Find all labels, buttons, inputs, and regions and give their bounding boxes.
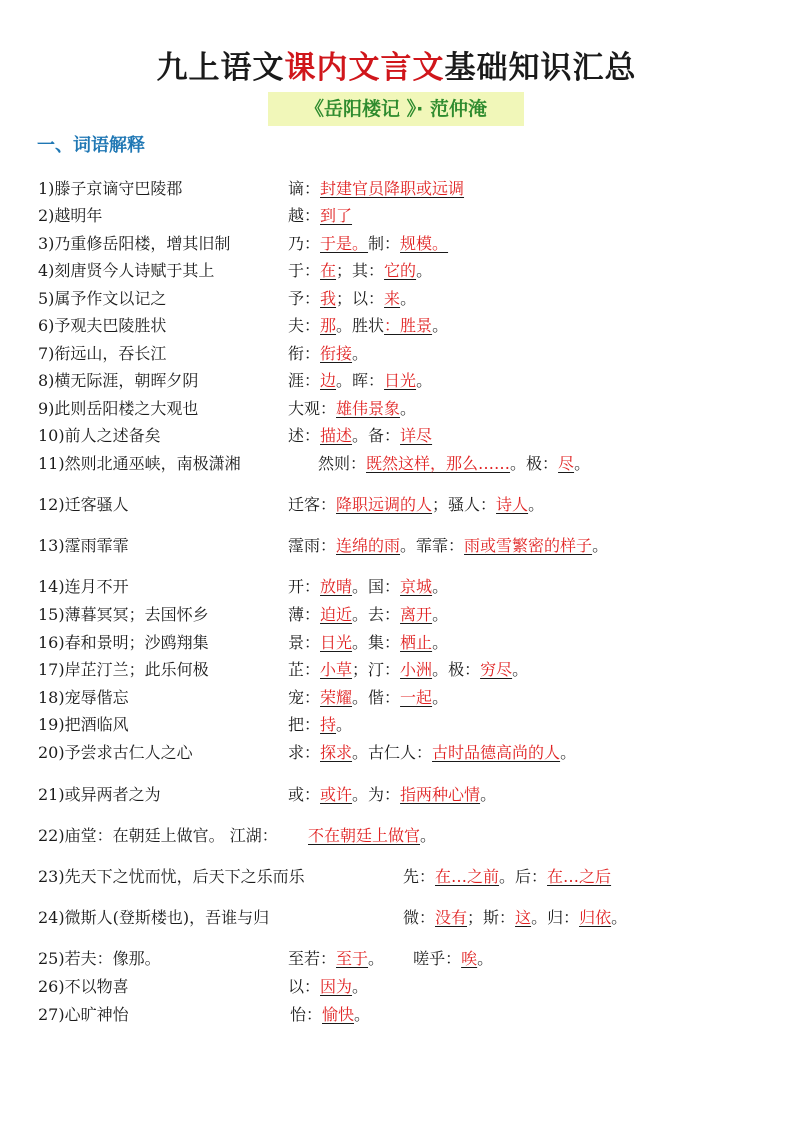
word-explanation bbox=[290, 1002, 370, 1028]
word-explanation bbox=[288, 492, 544, 518]
word-explanation bbox=[288, 258, 432, 284]
explanation-label: ；斯： bbox=[467, 908, 516, 927]
explanation-label: 。 bbox=[480, 785, 497, 804]
explanation-label: 。晖： bbox=[336, 371, 385, 390]
answer-text: 京城 bbox=[400, 577, 433, 596]
subtitle-banner: 《岳阳楼记 》· 范仲淹 bbox=[268, 92, 524, 126]
answer-text: 描述 bbox=[320, 426, 353, 445]
explanation-label: 。 bbox=[432, 577, 449, 596]
answer-text: 指两种心情 bbox=[400, 785, 481, 804]
explanation-label: 。 bbox=[432, 605, 449, 624]
explanation-label: 。 bbox=[477, 949, 494, 968]
explanation-label: ；以： bbox=[336, 289, 385, 308]
classical-phrase: 衔远山，吞长江 bbox=[54, 344, 167, 363]
word-explanation bbox=[288, 574, 448, 600]
classical-phrase: 连月不开 bbox=[64, 577, 129, 596]
list-item bbox=[38, 341, 758, 367]
item-number: 16) bbox=[38, 633, 65, 652]
word-explanation bbox=[318, 451, 590, 477]
explanation-label: 宠： bbox=[288, 688, 321, 707]
word-explanation bbox=[288, 685, 448, 711]
explanation-label: 。 bbox=[416, 261, 433, 280]
list-item bbox=[38, 176, 758, 202]
explanation-label: 大观： bbox=[288, 399, 337, 418]
explanation-label: 。 bbox=[400, 399, 417, 418]
word-explanation bbox=[288, 341, 368, 367]
item-number: 7) bbox=[38, 344, 55, 363]
explanation-label: 芷： bbox=[288, 660, 321, 679]
classical-phrase: 滕子京谪守巴陵郡 bbox=[54, 179, 183, 198]
classical-phrase: 乃重修岳阳楼，增其旧制 bbox=[54, 234, 231, 253]
item-number: 6) bbox=[38, 316, 55, 335]
item-number: 21) bbox=[38, 785, 65, 804]
explanation-label: 。古仁人： bbox=[352, 743, 433, 762]
item-number: 27) bbox=[38, 1005, 65, 1024]
word-explanation bbox=[288, 657, 528, 683]
explanation-label: 夫： bbox=[288, 316, 321, 335]
word-explanation bbox=[288, 974, 368, 1000]
explanation-label: ；骚人： bbox=[432, 495, 497, 514]
answer-text: 穷尽 bbox=[480, 660, 513, 679]
answer-text: 尽 bbox=[558, 454, 575, 473]
answer-text: 迫近 bbox=[320, 605, 353, 624]
answer-text: 离开 bbox=[400, 605, 433, 624]
answer-text: 规模。 bbox=[400, 234, 449, 253]
explanation-label: 。胜状 bbox=[336, 316, 385, 335]
item-number: 11) bbox=[38, 454, 65, 473]
answer-text: 栖止 bbox=[400, 633, 433, 652]
answer-text: 持 bbox=[320, 715, 337, 734]
explanation-label: 于： bbox=[288, 261, 321, 280]
explanation-label: 。 bbox=[432, 633, 449, 652]
answer-text: 雄伟景象 bbox=[336, 399, 401, 418]
classical-phrase: 宠辱偕忘 bbox=[64, 688, 129, 707]
explanation-label: 予： bbox=[288, 289, 321, 308]
classical-phrase: 不以物喜 bbox=[64, 977, 129, 996]
answer-text: 它的 bbox=[384, 261, 417, 280]
explanation-label: 。去： bbox=[352, 605, 401, 624]
classical-phrase: 先天下之忧而忧，后天下之乐而乐 bbox=[64, 867, 305, 886]
explanation-label: 涯： bbox=[288, 371, 321, 390]
answer-text: ：胜景 bbox=[384, 316, 433, 335]
word-explanation bbox=[288, 286, 416, 312]
answer-text: 详尽 bbox=[400, 426, 433, 445]
word-explanation bbox=[288, 176, 464, 202]
item-number: 12) bbox=[38, 495, 65, 514]
word-explanation bbox=[288, 203, 352, 229]
classical-phrase: 予观夫巴陵胜状 bbox=[54, 316, 167, 335]
answer-text: 小草 bbox=[320, 660, 353, 679]
explanation-label: 把： bbox=[288, 715, 321, 734]
explanation-label: ；其： bbox=[336, 261, 385, 280]
item-number: 1) bbox=[38, 179, 55, 198]
explanation-label: 述： bbox=[288, 426, 321, 445]
list-item bbox=[38, 740, 758, 766]
word-explanation bbox=[403, 864, 611, 890]
explanation-label: 。极： bbox=[510, 454, 559, 473]
answer-text: 雨或雪繁密的样子 bbox=[464, 536, 593, 555]
list-item bbox=[38, 602, 758, 628]
title-part-3: 基础知识汇总 bbox=[444, 50, 637, 86]
list-item bbox=[38, 685, 758, 711]
explanation-label: 。后： bbox=[499, 867, 548, 886]
explanation-label: 。 bbox=[336, 715, 353, 734]
list-item bbox=[38, 203, 758, 229]
item-number: 23) bbox=[38, 867, 65, 886]
classical-phrase: 前人之述备矣 bbox=[64, 426, 161, 445]
title-part-1: 九上语文 bbox=[156, 50, 285, 86]
item-number: 18) bbox=[38, 688, 65, 707]
explanation-label: 然则： bbox=[318, 454, 367, 473]
explanation-label: 制： bbox=[368, 234, 401, 253]
explanation-label: 。 bbox=[528, 495, 545, 514]
answer-text: 没有 bbox=[435, 908, 468, 927]
item-number: 5) bbox=[38, 289, 55, 308]
classical-phrase: 属予作文以记之 bbox=[54, 289, 167, 308]
classical-phrase: 薄暮冥冥；去国怀乡 bbox=[64, 605, 209, 624]
word-explanation bbox=[403, 905, 627, 931]
explanation-label: 。偕： bbox=[352, 688, 401, 707]
explanation-label: 。 bbox=[420, 826, 437, 845]
item-number: 26) bbox=[38, 977, 65, 996]
explanation-label: 。 嗟乎： bbox=[368, 949, 462, 968]
item-number: 20) bbox=[38, 743, 65, 762]
classical-phrase: 岸芷汀兰；此乐何极 bbox=[64, 660, 209, 679]
explanation-label: 衔： bbox=[288, 344, 321, 363]
classical-phrase: 刻唐贤今人诗赋于其上 bbox=[54, 261, 215, 280]
item-number: 2) bbox=[38, 206, 55, 225]
classical-phrase: 霪雨霏霏 bbox=[64, 536, 129, 555]
list-item bbox=[38, 574, 758, 600]
explanation-label: 乃： bbox=[288, 234, 321, 253]
answer-text: 日光 bbox=[384, 371, 417, 390]
list-item bbox=[38, 423, 758, 449]
list-item bbox=[38, 974, 758, 1000]
list-item bbox=[38, 231, 758, 257]
list-item bbox=[38, 451, 758, 477]
explanation-label: 。 bbox=[400, 289, 417, 308]
answer-text: 放晴 bbox=[320, 577, 353, 596]
explanation-label: 越： bbox=[288, 206, 321, 225]
list-item bbox=[38, 864, 758, 890]
explanation-label: 。 bbox=[354, 1005, 371, 1024]
item-number: 8) bbox=[38, 371, 55, 390]
explanation-label: 谪： bbox=[288, 179, 321, 198]
classical-phrase: 或异两者之为 bbox=[64, 785, 161, 804]
answer-text: 归依 bbox=[579, 908, 612, 927]
explanation-label: 。备： bbox=[352, 426, 401, 445]
answer-text: 到了 bbox=[320, 206, 353, 225]
explanation-label: 。国： bbox=[352, 577, 401, 596]
answer-text: 封建官员降职或远调 bbox=[320, 179, 465, 198]
item-number: 22) bbox=[38, 826, 65, 845]
word-explanation bbox=[288, 602, 448, 628]
explanation-label: 微： bbox=[403, 908, 436, 927]
explanation-label: 。 bbox=[574, 454, 591, 473]
answer-text: 我 bbox=[320, 289, 337, 308]
list-item bbox=[38, 782, 758, 808]
explanation-label: 。 bbox=[432, 688, 449, 707]
classical-phrase: 微斯人(登斯楼也)，吾谁与归 bbox=[64, 908, 270, 927]
explanation-label: 。 bbox=[432, 316, 449, 335]
classical-phrase: 越明年 bbox=[54, 206, 103, 225]
item-number: 3) bbox=[38, 234, 55, 253]
explanation-label: 迁客： bbox=[288, 495, 337, 514]
answer-text: 在…之前 bbox=[435, 867, 500, 886]
word-explanation bbox=[288, 231, 448, 257]
item-number: 19) bbox=[38, 715, 65, 734]
word-explanation bbox=[288, 630, 448, 656]
explanation-label: 。极： bbox=[432, 660, 481, 679]
answer-text: 古时品德高尚的人 bbox=[432, 743, 561, 762]
explanation-label: 。归： bbox=[531, 908, 580, 927]
classical-phrase: 予尝求古仁人之心 bbox=[64, 743, 193, 762]
page-title bbox=[0, 42, 793, 87]
item-number: 10) bbox=[38, 426, 65, 445]
explanation-label: 。为： bbox=[352, 785, 401, 804]
answer-text: 因为 bbox=[320, 977, 353, 996]
item-number: 24) bbox=[38, 908, 65, 927]
item-number: 17) bbox=[38, 660, 65, 679]
title-part-2: 课内文言文 bbox=[284, 50, 445, 86]
list-item bbox=[38, 630, 758, 656]
classical-phrase: 迁客骚人 bbox=[64, 495, 129, 514]
classical-phrase: 横无际涯，朝晖夕阴 bbox=[54, 371, 199, 390]
answer-text: 这 bbox=[515, 908, 532, 927]
word-explanation bbox=[308, 823, 436, 849]
explanation-label: 。集： bbox=[352, 633, 401, 652]
answer-text: 探求 bbox=[320, 743, 353, 762]
answer-text: 降职远调的人 bbox=[336, 495, 433, 514]
word-explanation bbox=[288, 946, 493, 972]
section-heading: 一、词语解释 bbox=[37, 135, 145, 156]
answer-text: 边 bbox=[320, 371, 337, 390]
explanation-label: ；汀： bbox=[352, 660, 401, 679]
item-number: 15) bbox=[38, 605, 65, 624]
item-number: 9) bbox=[38, 399, 55, 418]
list-item bbox=[38, 492, 758, 518]
explanation-label: 霪雨： bbox=[288, 536, 337, 555]
classical-phrase: 若夫：像那。 bbox=[64, 949, 161, 968]
answer-text: 连绵的雨 bbox=[336, 536, 401, 555]
explanation-label: 。 bbox=[560, 743, 577, 762]
list-item bbox=[38, 657, 758, 683]
word-explanation bbox=[288, 368, 432, 394]
list-item bbox=[38, 823, 758, 849]
list-item bbox=[38, 313, 758, 339]
explanation-label: 。 bbox=[352, 344, 369, 363]
item-number: 14) bbox=[38, 577, 65, 596]
word-explanation bbox=[288, 712, 352, 738]
explanation-label: 。 bbox=[592, 536, 609, 555]
answer-text: 荣耀 bbox=[320, 688, 353, 707]
explanation-label: 景： bbox=[288, 633, 321, 652]
explanation-label: 开： bbox=[288, 577, 321, 596]
list-item bbox=[38, 712, 758, 738]
answer-text: 或许 bbox=[320, 785, 353, 804]
list-item bbox=[38, 396, 758, 422]
item-number: 4) bbox=[38, 261, 55, 280]
answer-text: 日光 bbox=[320, 633, 353, 652]
word-explanation bbox=[288, 396, 416, 422]
list-item bbox=[38, 905, 758, 931]
explanation-label: 薄： bbox=[288, 605, 321, 624]
classical-phrase: 此则岳阳楼之大观也 bbox=[54, 399, 199, 418]
explanation-label: 以： bbox=[288, 977, 321, 996]
answer-text: 衔接 bbox=[320, 344, 353, 363]
explanation-label: 求： bbox=[288, 743, 321, 762]
explanation-label: 先： bbox=[403, 867, 436, 886]
classical-phrase: 心旷神怡 bbox=[64, 1005, 129, 1024]
classical-phrase: 然则北通巫峡，南极潇湘 bbox=[64, 454, 241, 473]
explanation-label: 。 bbox=[416, 371, 433, 390]
explanation-label: 怡： bbox=[290, 1005, 323, 1024]
answer-text: 至于 bbox=[336, 949, 369, 968]
word-explanation bbox=[288, 533, 608, 559]
explanation-label: 至若： bbox=[288, 949, 337, 968]
answer-text: 那 bbox=[320, 316, 337, 335]
classical-phrase: 春和景明；沙鸥翔集 bbox=[64, 633, 209, 652]
word-explanation bbox=[288, 782, 496, 808]
word-explanation bbox=[288, 423, 432, 449]
explanation-label: 。 bbox=[352, 977, 369, 996]
answer-text: 来 bbox=[384, 289, 401, 308]
list-item bbox=[38, 946, 758, 972]
item-number: 13) bbox=[38, 536, 65, 555]
explanation-label: 。霏霏： bbox=[400, 536, 465, 555]
item-number: 25) bbox=[38, 949, 65, 968]
answer-text: 在 bbox=[320, 261, 337, 280]
list-item bbox=[38, 258, 758, 284]
answer-text: 小洲 bbox=[400, 660, 433, 679]
explanation-label: 。 bbox=[512, 660, 529, 679]
answer-text: 在…之后 bbox=[547, 867, 612, 886]
list-item bbox=[38, 286, 758, 312]
word-explanation bbox=[288, 313, 448, 339]
explanation-label: 。 bbox=[611, 908, 628, 927]
explanation-label: 或： bbox=[288, 785, 321, 804]
answer-text: 于是。 bbox=[320, 234, 369, 253]
list-item bbox=[38, 368, 758, 394]
answer-text: 一起 bbox=[400, 688, 433, 707]
answer-text: 既然这样，那么…… bbox=[366, 454, 511, 473]
answer-text: 诗人 bbox=[496, 495, 529, 514]
word-explanation bbox=[288, 740, 576, 766]
answer-text: 唉 bbox=[461, 949, 478, 968]
answer-text: 不在朝廷上做官 bbox=[308, 826, 421, 845]
list-item bbox=[38, 1002, 758, 1028]
answer-text: 愉快 bbox=[322, 1005, 355, 1024]
classical-phrase: 把酒临风 bbox=[64, 715, 129, 734]
list-item bbox=[38, 533, 758, 559]
classical-phrase: 庙堂：在朝廷上做官。 江湖： bbox=[64, 826, 278, 845]
